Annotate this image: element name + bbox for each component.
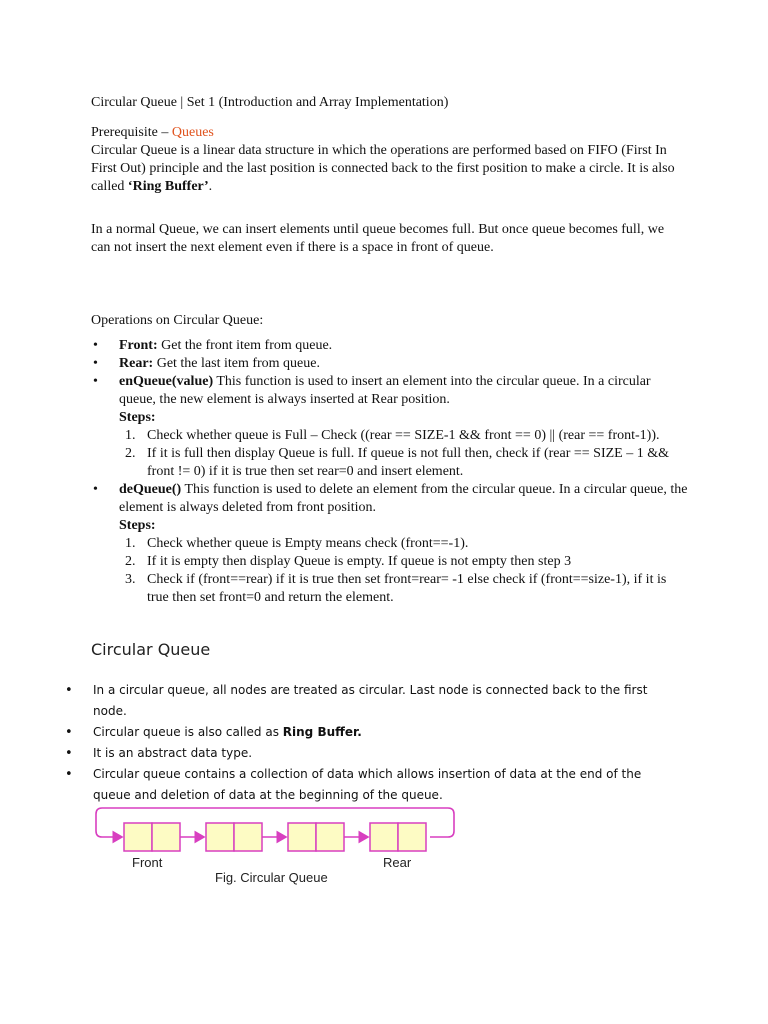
ring-buffer-bold: ‘Ring Buffer’: [127, 179, 209, 194]
step-number: 3.: [125, 572, 136, 587]
list-item: [69, 722, 659, 743]
queue-node: [206, 823, 262, 851]
queue-node: [288, 823, 344, 851]
step-number: 1.: [125, 536, 136, 551]
list-item: [91, 481, 691, 607]
operations-section: [91, 337, 691, 607]
document-title: Circular Queue | Set 1 (Introduction and Array Implementation): [91, 95, 449, 110]
bullet-text: Circular queue contains a collection of data which allows insertion of data at the end of the queue and deletion of data at the beginning of the queue.: [93, 767, 642, 802]
list-item: [69, 764, 659, 806]
operation-desc: Get the front item from queue.: [157, 338, 333, 353]
prerequisite-line: [91, 124, 691, 142]
list-item: [91, 355, 691, 373]
figure-caption: Fig. Circular Queue: [215, 870, 328, 885]
circular-queue-diagram: [92, 805, 458, 887]
list-item: [119, 553, 691, 571]
operation-desc: This function is used to delete an element from the circular queue. In a circular queue, the element is always deleted from front position.: [119, 482, 688, 515]
list-item: [119, 427, 691, 445]
list-item: [69, 743, 659, 764]
steps-label: Steps:: [119, 410, 156, 425]
enqueue-steps: [119, 427, 691, 481]
step-text: Check whether queue is Full – Check ((rear == SIZE-1 && front == 0) || (rear == front-1)).: [147, 428, 660, 443]
operation-term: Front:: [119, 338, 158, 353]
operations-heading: Operations on Circular Queue:: [91, 313, 264, 328]
circular-queue-figure: [92, 805, 458, 887]
bullet-text: Circular queue is also called as: [93, 725, 283, 739]
step-text: If it is empty then display Queue is empty. If queue is not empty then step 3: [147, 554, 572, 569]
circular-queue-section: [69, 680, 659, 806]
rear-label: Rear: [383, 855, 412, 870]
operation-desc: This function is used to insert an element into the circular queue. In a circular queue, the new element is always inserted at Rear position.: [119, 374, 651, 407]
intro-paragraph: [91, 142, 687, 196]
intro-text: Circular Queue is a linear data structure in which the operations are performed based on FIFO (First In First Out) principle and the last position is connected back to the first position to make a circle. It is also called: [91, 143, 675, 194]
ring-buffer-bold: Ring Buffer.: [282, 725, 362, 739]
step-number: 2.: [125, 446, 136, 461]
dequeue-steps: [119, 535, 691, 607]
step-number: 1.: [125, 428, 136, 443]
circular-queue-list: [69, 680, 659, 806]
bullet-text: In a circular queue, all nodes are treated as circular. Last node is connected back to the first node.: [93, 683, 648, 718]
intro-end: .: [208, 179, 213, 194]
queue-node: [370, 823, 426, 851]
queues-link[interactable]: Queues: [171, 125, 214, 140]
normal-queue-paragraph: In a normal Queue, we can insert elements until queue becomes full. But once queue becomes full, we can not insert the next element even if there is a space in front of queue.: [91, 222, 665, 255]
operation-term: deQueue(): [119, 482, 182, 497]
operation-term: Rear:: [119, 356, 154, 371]
operation-term: enQueue(value): [119, 374, 214, 389]
step-text: Check whether queue is Empty means check (front==-1).: [147, 536, 469, 551]
list-item: [91, 337, 691, 355]
queue-node: [124, 823, 180, 851]
list-item: [119, 445, 691, 481]
list-item: [119, 571, 691, 607]
steps-label: Steps:: [119, 518, 156, 533]
list-item: [69, 680, 659, 722]
section-heading: Circular Queue: [91, 640, 211, 659]
front-label: Front: [132, 855, 163, 870]
operations-list: [91, 337, 691, 607]
step-text: Check if (front==rear) if it is true then set front=rear= -1 else check if (front==size-1), if it is true then set front=0 and return the element.: [147, 572, 667, 605]
intro-block: [91, 124, 691, 196]
operation-desc: Get the last item from queue.: [153, 356, 320, 371]
list-item: [91, 373, 691, 481]
bullet-text: It is an abstract data type.: [93, 746, 253, 760]
step-text: If it is full then display Queue is full. If queue is not full then, check if (rear == SIZE – 1 && front != 0) if it is true then set rear=0 and insert element.: [147, 446, 669, 479]
step-number: 2.: [125, 554, 136, 569]
list-item: [119, 535, 691, 553]
prerequisite-label: Prerequisite –: [91, 125, 172, 140]
